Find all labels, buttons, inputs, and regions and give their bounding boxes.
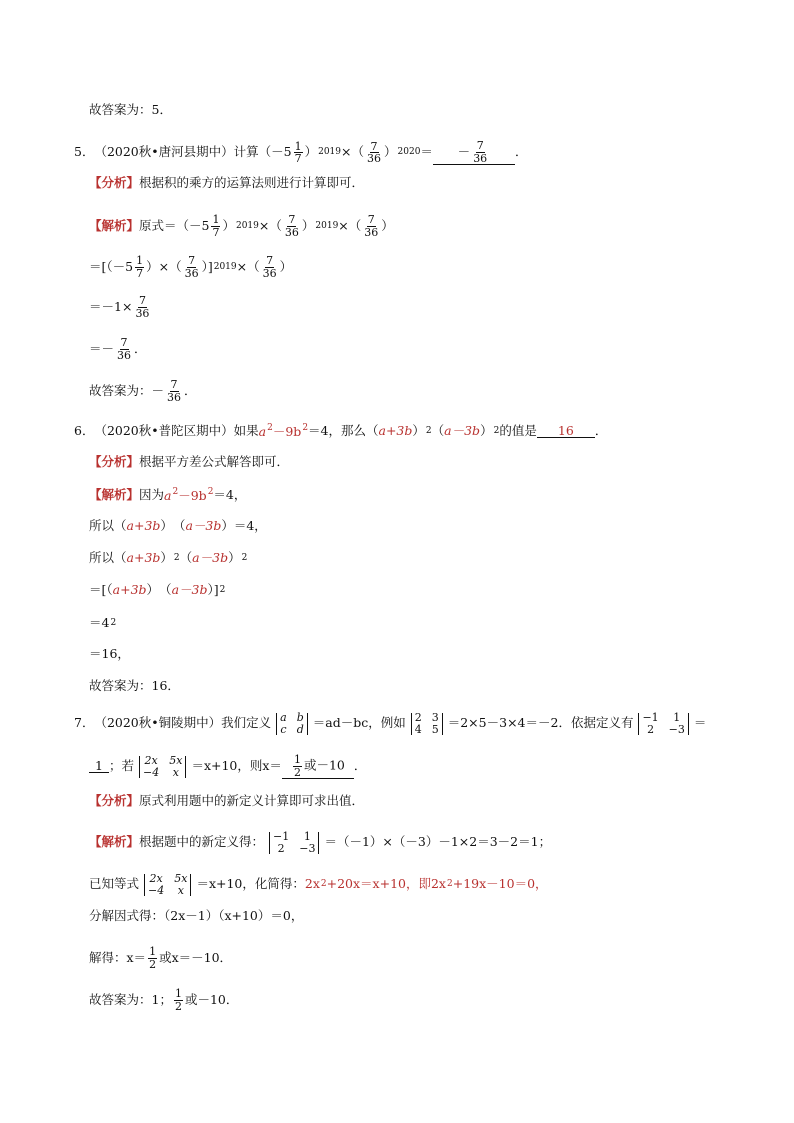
q5-solution-line-3: ＝－1× $\frac{7}{36}$	[89, 294, 150, 320]
q6-stem: 6． （2020秋•普陀区期中） 如果 $a^2-9b^2$ ＝4，那么（ a+3b ） 2 （ a－3b ） 2 的值是 16 ．	[74, 422, 608, 439]
fraction-1-7: $\frac{1}{7}$	[294, 139, 302, 166]
q5-solution-line-1: 【解析】 原式＝（－5 $\frac{1}{7}$ ） 2019 ×（ $\frac{7}{36}$ ） 2019 ×（ $\frac{7}{36}$ ）	[89, 213, 394, 239]
determinant-question: −1 1 2 −3	[635, 712, 691, 735]
q6-answer-blank: 16	[537, 425, 595, 439]
q7-stem-line-1: 7． （2020秋•铜陵期中） 我们定义 a b c d ＝ad－bc，例如 2 3 4 5 ＝2×5－3×4＝－2．依据定义有 −1 1 2 −3 ＝	[74, 711, 707, 736]
q5-answer-blank: － $\frac{7}{36}$	[433, 140, 515, 165]
question-number: 7．	[74, 715, 95, 731]
q7-answer-blank-1: 1	[89, 760, 109, 774]
q7-stem-line-2: 1 ；若 2x 5x −4 x ＝x+10，则x＝ $\frac{1}{2}$ 或－10 ．	[89, 754, 366, 779]
question-source: （2020秋•铜陵期中）	[94, 715, 222, 731]
solution-tag: 【解析】	[89, 217, 140, 233]
q6-solution-line-2: 所以（ a+3b ） （ a－3b ）＝4，	[89, 518, 267, 533]
q6-solution-line-3: 所以（ a+3b ） 2 （ a－3b ） 2	[89, 550, 248, 565]
q7-solution-line-3: 分解因式得：（2x－1）（x+10）＝0，	[89, 908, 304, 923]
q4-answer-line	[89, 104, 172, 117]
determinant-x: 2x 5x −4 x	[136, 755, 189, 778]
q7-answer-blank-2: $\frac{1}{2}$ 或－10	[282, 754, 354, 779]
q5-answer-line: 故答案为：－ $\frac{7}{36}$ ．	[89, 378, 197, 404]
determinant-definition: a b c d	[273, 712, 311, 735]
q7-solution-line-4: 解得：x＝ $\frac{1}{2}$ 或x＝－10．	[89, 945, 233, 971]
q6-solution-line-5: ＝4 2	[89, 615, 117, 630]
solution-tag: 【解析】	[89, 834, 140, 850]
q5-analysis: 【分析】 根据积的乘方的运算法则进行计算即可．	[89, 175, 365, 190]
question-source: （2020秋•普陀区期中）	[94, 423, 234, 438]
analysis-tag: 【分析】	[89, 175, 140, 190]
q6-solution-line-4: ＝[（ a+3b ） （ a－3b ）] 2	[89, 582, 226, 597]
question-source: （2020秋•唐河县期中）	[94, 144, 234, 160]
q6-solution-line-1: 【解析】 因为 $a^2-9b^2$ ＝4，	[89, 487, 247, 503]
q6-analysis: 【分析】 根据平方差公式解答即可．	[89, 454, 290, 469]
q7-answer-line: 故答案为：1； $\frac{1}{2}$ 或－10．	[89, 987, 239, 1013]
question-number: 5．	[74, 144, 95, 160]
fraction-7-36: $\frac{7}{36}$	[367, 139, 381, 166]
answer-text: 故答案为：5．	[89, 102, 172, 117]
analysis-tag: 【分析】	[89, 793, 140, 808]
q7-analysis: 【分析】 原式利用题中的新定义计算即可求出值．	[89, 793, 365, 808]
question-number: 6．	[74, 423, 95, 438]
determinant-example: 2 3 4 5	[408, 712, 446, 735]
q7-solution-line-2: 已知等式 2x 5x −4 x ＝x+10，化简得： 2x 2 +20x＝x+10，即 2x 2 +19x－10＝0，	[89, 872, 548, 897]
q7-solution-line-1: 【解析】 根据题中的新定义得： −1 1 2 −3 ＝（－1）×（－3）－1×2＝3－2＝1；	[89, 830, 552, 855]
q5-stem: 5． （2020秋•唐河县期中） 计算（－5 $\frac{1}{7}$ ） 2019 ×（ $\frac{7}{36}$ ） 2020 ＝ － $\frac{7}{36}$ ．	[74, 139, 528, 166]
q6-solution-line-6: ＝16，	[89, 646, 130, 661]
solution-tag: 【解析】	[89, 487, 140, 502]
q6-answer-line: 故答案为：16．	[89, 678, 180, 693]
q5-solution-line-2: ＝[（－5 $\frac{1}{7}$ ）×（ $\frac{7}{36}$ ）] 2019 ×（ $\frac{7}{36}$ ）	[89, 254, 293, 280]
analysis-tag: 【分析】	[89, 454, 140, 469]
q5-solution-line-4: ＝－ $\frac{7}{36}$ ．	[89, 336, 147, 362]
